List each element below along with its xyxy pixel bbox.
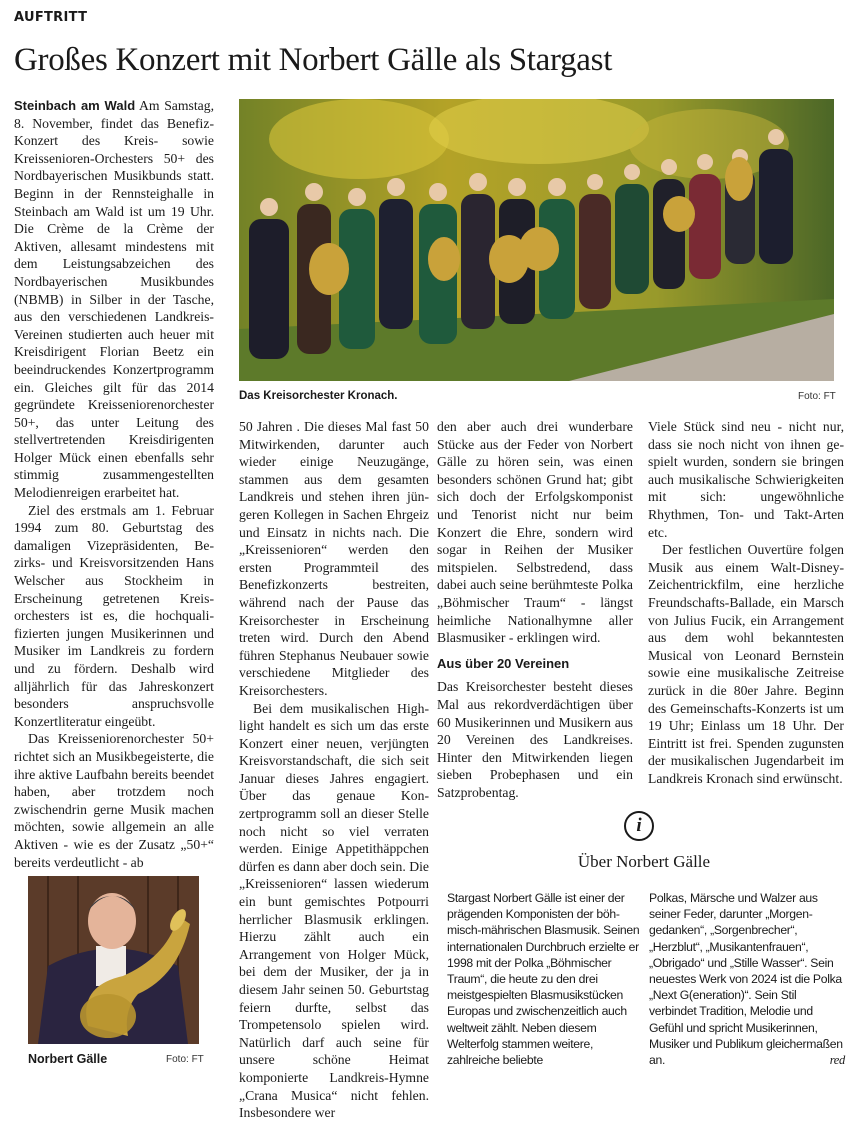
portrait-credit: Foto: FT [166,1054,204,1065]
article-headline: Großes Konzert mit Norbert Gälle als Stargast [14,42,613,78]
photo-credit: Foto: FT [798,391,836,402]
info-icon: i [624,811,654,841]
dateline: Steinbach am Wald [14,98,136,113]
orchestra-photo-image [239,99,834,381]
paragraph: den aber auch drei wunderbare Stücke aus der Feder von Norbert Gälle zu hören sein, was einen besonders schönen Grund hat; gibt sich doch der Erfolgskomponist und Tenorist nicht nur beim Konzert die Ehre, sondern wird sogar in Reihen der Musiker mitspielen. Selbstredend, dass dabei auch seine berühmteste Polka „Böhmischer Traum“ - längst heimliche Nationalhymne aller Blasmusiker - erklingen wird. [437,419,633,646]
portrait-photo [28,876,199,1044]
paragraph: Bei dem musikalischen Highlight handelt es sich um das erste Konzert einer neuen, verjüngten Kreisvorstandschaft, die sich seit Januar dieses Jahres engagiert. Über das genaue Konzertprogramm soll an dieser Stelle noch nicht so viel verraten werden. Einige Appetithäppchen dürfen es dann aber doch sein. Die „Kreissenioren“ lassen wiederum ein bunt gemischtes Potpourri herrlicher Blasmusik erklingen. Hierzu zählt auch ein Arrangement von Holger Mück, bei dem der Musiker, der ja in diesem Jahr seinen 50. Geburtstag feiern durfte, selbst das Trompetensolo spielen wird. Natürlich darf auch seine für unsere schöne Heimat komponierte Landkreis-Hymne „Crana Musica“ nicht fehlen. Insbesondere wer [239,700,429,1121]
photo-caption: Das Kreisorchester Kronach. [239,390,398,402]
infobox-column-1: Stargast Norbert Gälle ist einer der prägenden Komponisten der böhmisch-mährischen Blasmusik. Seinen internationalen Durchbruch erzielte er 1998 mit der Polka „Böhmischer Traum“, die heute zu den drei meistgespielten Blasmusikstücken Europas und zwischenzeitlich auch weltweit zählt. Neben diesem Welterfolg stammen weitere, zahlreiche beliebte [447,891,640,1068]
paragraph: Der festlichen Ouvertüre folgen Musik aus einem Walt-Disney-Zeichentrickfilm, eine herzliche Freundschafts-Ballade, ein Marsch von Julius Fucik, ein Arrangement aus dem wohl bekanntesten Musical von Leonard Bernstein sowie eine musikalische Zeitreise zurück in die 80er Jahre. Beginn des Gemeinschafts-Konzerts ist um 19 Uhr; Einlass um 18 Uhr. Der Eintritt ist frei. Spenden zugunsten der musikalischen Jugendarbeit im Landkreis Kronach sind erwünscht. [648,542,844,786]
infobox-column-2 [649,890,845,1068]
subheading: Aus über 20 Vereinen [437,655,570,671]
paragraph: 50 Jahren . Die dieses Mal fast 50 Mitwirkenden, darunter auch wieder einige Neuzugänge, stammen aus dem gesamten Landkreis und stehen ihren jüngeren Kollegen in Sachen Ehrgeiz und Einsatz in nichts nach. Die „Kreissenioren“ werden den ersten Programmteil des Benefizkonzerts bestreiten, während nach der Pause das Kreisorchester in Erscheinung treten wird. Durch den Abend führen Stephanus Neubauer sowie verschiedene Mitglieder des Kreisorchesters. [239,419,429,698]
article-column-4 [648,418,844,787]
article-column-1 [14,97,214,871]
portrait-photo-image [28,876,199,1044]
paragraph: Viele Stück sind neu - nicht nur, dass sie noch nicht von ihnen gespielt wurden, sondern sie bringen auch musikalische Schwierigkeiten mit sich: ungewöhnliche Rhythmen, Ton- und Takt-Arten etc. [648,419,844,540]
infobox-text: Polkas, Märsche und Walzer aus seiner Feder, darunter „Morgengedanken“, „Sorgenbrecher“, „Herzblut“, „Musikantenfrauen“, „Obrigado“ und „Stille Wasser“. Sein neuestes Werk von 2024 ist die Polka „Next G(eneration)“. Sein Stil verbindet Tradition, Melodie und Gefühl und spricht Musikerinnen, Musiker und Publikum gleichermaßen an. [649,891,843,1068]
portrait-caption: Norbert Gälle [28,1052,108,1066]
author-signoff: red [829,1053,845,1068]
orchestra-photo [239,99,834,381]
paragraph: Ziel des erstmals am 1. Februar 1994 zum 80. Geburtstag des damaligen Vizepräsidenten, Bezirks- und Kreisvorsitzenden Hans Welscher aus Stockheim in Erscheinung getretenen Kreisorchesters ist es, die hochqualifizierten jungen Musikerinnen und Musiker im Landkreis zu fordern und zu fördern. Deshalb wird alljährlich für das Jahreskonzert besonders anspruchsvolle Konzertliteratur eingeübt. [14,502,214,729]
section-kicker: AUFTRITT [14,10,88,25]
article-column-3 [437,418,633,801]
article-column-2 [239,418,429,1122]
paragraph: Am Samstag, 8. November, findet das Benefiz-Konzert des Kreis- sowie Kreissenioren-Orchesters 50+ des Nordbayerischen Musikbunds statt. Beginn in der Rennsteighalle in Steinbach am Wald ist um 19 Uhr. Die Crème de la Crème der Aktiven, allesamt mindestens mit dem Leistungsabzeichen des Nordbayerischen Musikbundes (NBMB) in Silber in der Tasche, aus den verschiedenen Landkreis-Vereinen studierten auch heuer mit Kreisdirigent Florian Beetz ein beeindruckendes Konzertprogramm ein. Gleiches gilt für das 2014 gegründete Kreisseniorenorchester 50+, das unter Leitung des stellvertretenden Kreisdirigenten Holger Mück einen ebenfalls sehr stimmig zusammengestellten Melodienreigen erarbeitet hat. [14,98,214,501]
paragraph: Das Kreisorchester besteht dieses Mal aus rekordverdächtigen über 60 Musikerinnen und Musikern aus 20 Vereinen des Landkreises. Hinter den Mitwirkenden liegen sieben Probephasen und ein Satzprobentag. [437,679,633,800]
paragraph: Das Kreisseniorenorchester 50+ richtet sich an Musikbegeisterte, die ihre aktive Laufbahn bereits beendet haben, aber trotzdem noch zwischendrin gerne Musik machen möchten, sowie allgemein an alle Aktiven - wie es der Zusatz „50+“ bereits verdeutlicht - ab [14,731,214,870]
infobox-title: Über Norbert Gälle [577,852,711,871]
